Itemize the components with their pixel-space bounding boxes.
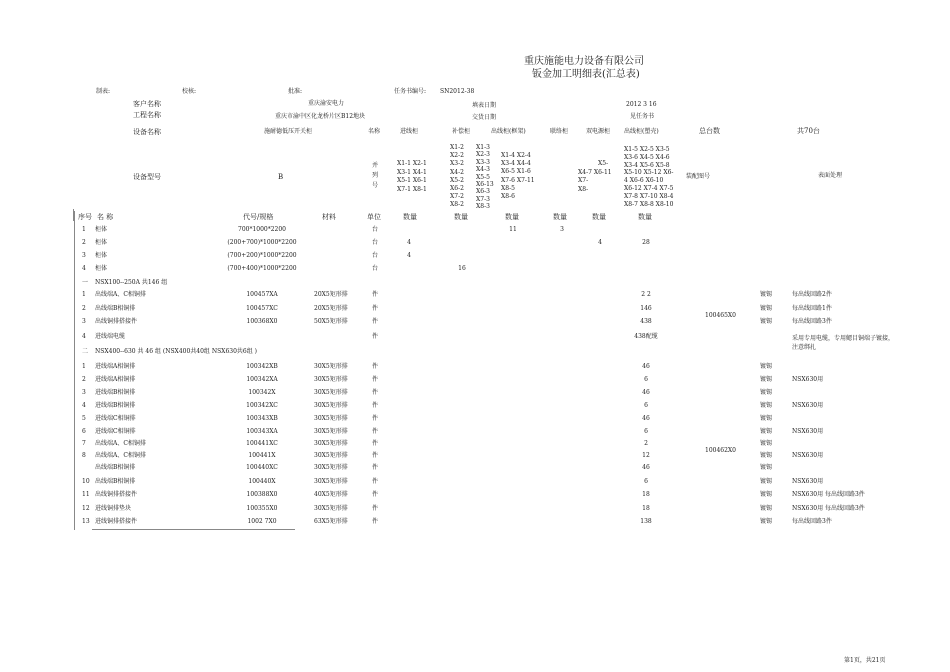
cell-seq: 2 (82, 305, 86, 312)
cell-q6: 46 (642, 415, 650, 422)
total-value: 共70台 (797, 127, 820, 135)
page-number: 第1页，共21页 (844, 657, 886, 664)
cell-surf: 镀锡 (760, 428, 773, 435)
cell-q6: 28 (642, 239, 650, 246)
cell-material: 30X5矩形排 (314, 464, 348, 471)
model-label: 设备型号 (133, 173, 161, 181)
cabinet-code: X1-3 (476, 144, 490, 151)
cell-note: 每出线回路3件 (792, 318, 832, 325)
cabinet-code: X4-2 (450, 168, 464, 176)
cell-name: 出线铜排搭接件 (95, 318, 138, 325)
cell-code: 100440XC (246, 464, 278, 471)
cell-q2: 16 (458, 265, 466, 272)
cell-q6: 2 2 (641, 291, 651, 298)
cell-material: 30X5矩形排 (314, 363, 348, 370)
task-no-label: 任务书编号: (394, 88, 427, 95)
cell-code: 100441X (248, 452, 276, 459)
cell-material: 20X5矩形排 (314, 291, 348, 298)
approved-label: 批准: (288, 88, 303, 95)
cell-name: 进线端B相铜排 (95, 402, 136, 409)
col-material: 材料 (322, 213, 336, 221)
cell-code: 1002 7X0 (247, 518, 277, 525)
cell-name: 出线端A、C相铜排 (95, 291, 146, 298)
cell-surf: 镀锡 (760, 491, 773, 498)
cell-name: 进线铜排搭接件 (95, 518, 138, 525)
col-qty-6: 数量 (638, 213, 652, 221)
delivery-value: 见任务书 (630, 113, 655, 120)
cell-q6: 2 (644, 440, 648, 447)
cell-code: 100342XB (246, 363, 278, 370)
task-no: SN2012-38 (440, 88, 475, 95)
codes-kuangjia-left (476, 144, 494, 211)
cell-code: 100343XB (246, 415, 278, 422)
codes-lianluo (578, 169, 612, 194)
cell-name: 出线铜排搭接件 (95, 491, 138, 498)
col-buchang: 补偿柜 (452, 128, 471, 135)
cell-surf: 镀锡 (760, 440, 773, 447)
cell-q3: 11 (509, 226, 517, 233)
customer-value: 重庆渝安电力 (308, 100, 345, 107)
prepared-label: 制表: (96, 88, 111, 95)
cell-surf: 镀锡 (760, 452, 773, 459)
fill-date-label: 填表日期 (472, 102, 497, 109)
cell-q6: 438 (640, 318, 652, 325)
col-shuangdian: 双电源柜 (586, 128, 611, 135)
cell-name: 柜体 (95, 265, 108, 272)
cell-note: NSX630用 每出线回路3件 (792, 491, 865, 498)
cell-q6: 18 (642, 505, 650, 512)
cabinet-code: X1-5 X2-5 X3-5 (624, 146, 670, 153)
cell-code: 100388X0 (246, 491, 278, 498)
cell-material: 30X5矩形排 (314, 505, 348, 512)
cabinet-code: X7-2 (450, 193, 464, 201)
cell-name: 进线端C相铜排 (95, 415, 136, 422)
cell-surf: 镀锡 (760, 318, 773, 325)
cell-seq: 2 (82, 239, 86, 246)
cell-note: NSX630用 (792, 428, 824, 435)
cell-seq: 4 (82, 333, 86, 340)
cabinet-code: X5- (598, 160, 609, 167)
cell-seq: 3 (82, 318, 86, 325)
col-qty-3: 数量 (505, 213, 519, 221)
cabinet-code: X6-3 (476, 188, 490, 196)
left-border-top (73, 209, 74, 221)
cell-code: 100342X (248, 389, 276, 396)
cell-seq: 2 (82, 376, 86, 383)
bottom-rule (92, 529, 295, 530)
cell-unit: 件 (372, 505, 379, 512)
bing-2: 列 (372, 172, 379, 179)
cell-unit: 件 (372, 333, 379, 340)
model-value: B (278, 173, 284, 181)
cell-material: 30X5矩形排 (314, 440, 348, 447)
cabinet-code: X8-3 (476, 203, 490, 211)
cabinet-code: X3-4 X5-6 X5-8 (624, 161, 670, 169)
cell-seq: 1 (82, 226, 86, 233)
cell-material: 50X5矩形排 (314, 318, 348, 325)
cell-q5: 4 (598, 239, 602, 246)
col-qty-4: 数量 (553, 213, 567, 221)
cell-surf: 镀锡 (760, 389, 773, 396)
cell-surf: 镀锡 (760, 505, 773, 512)
cabinet-code: X3-2 (450, 160, 464, 168)
codes-shuangdian (598, 161, 608, 167)
bing-3: 号 (372, 182, 379, 189)
cell-q6: 46 (642, 389, 650, 396)
cell-name: 进线端C相铜排 (95, 428, 136, 435)
cabinet-code: X4-3 (476, 166, 490, 174)
cabinet-code: X8-5 (501, 184, 515, 192)
col-qty-5: 数量 (592, 213, 606, 221)
cell-q1: 4 (407, 239, 411, 246)
project-value: 重庆市渝中区化龙桥片区B12地块 (275, 113, 366, 120)
cell-surf: 镀锡 (760, 305, 773, 312)
col-qty-1: 数量 (403, 213, 417, 221)
cell-surf: 镀锡 (760, 518, 773, 525)
cell-surf: 镀锡 (760, 402, 773, 409)
cell-note: NSX630用 (792, 478, 824, 485)
cell-seq: 1 (82, 291, 86, 298)
cell-code: 100457XA (246, 291, 278, 298)
cell-name: 进线端A相铜排 (95, 376, 136, 383)
cell-q6: 18 (642, 491, 650, 498)
cell-note: NSX630用 (792, 452, 824, 459)
cell-unit: 件 (372, 389, 379, 396)
cabinet-code: X1-4 X2-4 (501, 152, 531, 159)
cell-code: 100343XA (246, 428, 278, 435)
cell-code: 100368X0 (246, 318, 278, 325)
project-label: 工程名称 (133, 111, 161, 119)
cell-material: 63X5矩形排 (314, 518, 348, 525)
cell-seq: 8 (82, 452, 86, 459)
cell-surf: 镀锡 (760, 376, 773, 383)
cabinet-code: X2-2 (450, 152, 464, 160)
cell-name: 柜体 (95, 226, 108, 233)
cabinet-code: X5-2 (450, 176, 464, 184)
codes-suke (624, 146, 673, 208)
cabinet-code: X1-2 (450, 144, 464, 151)
assembly-label: 装配图号 (686, 173, 711, 180)
cell-seq: 6 (82, 428, 86, 435)
cell-note: 每出线回路1件 (792, 305, 832, 312)
cell-unit: 台 (372, 239, 379, 246)
cabinet-code: X7-1 X8-1 (397, 185, 427, 193)
cell-surf: 镀锡 (760, 363, 773, 370)
col-lianluo: 联络柜 (550, 128, 569, 135)
cell-seq: 5 (82, 415, 86, 422)
cell-unit: 台 (372, 226, 379, 233)
cell-unit: 件 (372, 491, 379, 498)
cabinet-code: X1-1 X2-1 (397, 160, 427, 167)
cell-unit: 件 (372, 464, 379, 471)
cabinet-code: X2-3 (476, 151, 490, 159)
cell-q6: 12 (642, 452, 650, 459)
cell-note: 每出线回路2件 (792, 291, 832, 298)
cabinet-code: X7- (578, 177, 589, 185)
cell-name: NSX100--250A 共146 组 (95, 279, 168, 286)
cell-code: (700+200)*1000*2200 (227, 252, 297, 259)
cabinet-code: X6-2 (450, 185, 464, 193)
cell-name: 进线端B相铜排 (95, 389, 136, 396)
cell-asm: 100462X0 (705, 447, 736, 454)
cell-material: 20X5矩形排 (314, 305, 348, 312)
codes-kuangjia-right (501, 152, 535, 201)
col-code: 代号/规格 (243, 213, 274, 221)
sheet-title: 钣金加工明细表(汇总表) (532, 69, 640, 80)
cabinet-code: X4-7 X6-11 (578, 169, 612, 176)
cabinet-code: X7-8 X7-10 X8-4 (624, 192, 674, 200)
device-value: 施耐德低压开关柜 (264, 128, 313, 135)
cell-code: 100342XC (246, 402, 278, 409)
cell-q4: 3 (560, 226, 564, 233)
cell-unit: 件 (372, 402, 379, 409)
cell-note: NSX630用 (792, 376, 824, 383)
col-qty-2: 数量 (454, 213, 468, 221)
cell-asm: 100465X0 (705, 312, 736, 319)
cell-q6: 146 (640, 305, 652, 312)
cell-name: 出线端B相铜排 (95, 464, 136, 471)
cell-unit: 件 (372, 415, 379, 422)
cell-seq: 13 (82, 518, 90, 525)
cell-seq: 一 (82, 279, 89, 286)
cell-surf: 镀锡 (760, 415, 773, 422)
cell-seq: 4 (82, 402, 86, 409)
company-name: 重庆施能电力设备有限公司 (524, 56, 644, 67)
cell-material: 30X5矩形排 (314, 402, 348, 409)
cabinet-code: X6-5 X1-6 (501, 168, 531, 176)
cell-note: 采用专用电缆，专用鳃目铜端子镀接，注意绑扎 (792, 335, 895, 351)
cell-q6: 6 (644, 428, 648, 435)
cell-seq: 3 (82, 252, 86, 259)
fill-date: 2012 3 16 (626, 101, 657, 108)
codes-jinxian (397, 160, 427, 194)
col-suke: 出线柜(塑壳) (624, 128, 659, 135)
cell-q6: 438配缆 (634, 333, 658, 340)
cell-code: 100342XA (246, 376, 278, 383)
cabinet-code: X3-1 X4-1 (397, 168, 427, 176)
col-name: 名 称 (97, 213, 114, 221)
cell-seq: 4 (82, 265, 86, 272)
cell-q6: 138 (640, 518, 652, 525)
cell-unit: 件 (372, 305, 379, 312)
cell-material: 30X5矩形排 (314, 452, 348, 459)
name-label: 名称 (368, 128, 381, 135)
cabinet-code: X8-7 X8-8 X8-10 (624, 200, 674, 208)
cell-q6: 6 (644, 376, 648, 383)
cell-unit: 件 (372, 478, 379, 485)
total-label: 总台数 (699, 127, 720, 135)
cell-seq: 7 (82, 440, 86, 447)
cell-surf: 镀锡 (760, 464, 773, 471)
cell-material: 30X5矩形排 (314, 428, 348, 435)
cabinet-code: X7-3 (476, 195, 490, 203)
cell-unit: 台 (372, 265, 379, 272)
cell-name: 柜体 (95, 252, 108, 259)
cell-seq: 1 (82, 363, 86, 370)
cabinet-code: X5-1 X6-1 (397, 177, 427, 184)
left-border (74, 211, 75, 530)
cell-name: 出线端B相铜排 (95, 478, 136, 485)
col-kuangjia: 出线柜(框架) (491, 128, 526, 135)
cell-name: 进线端A相铜排 (95, 363, 136, 370)
cabinet-code: 4 X6-6 X6-10 (624, 177, 664, 185)
cell-name: 进线铜排垫块 (95, 505, 132, 512)
cell-material: 30X5矩形排 (314, 376, 348, 383)
codes-buchang (450, 144, 464, 210)
cell-code: (200+700)*1000*2200 (227, 239, 297, 246)
cell-name: 出线端A、C相铜排 (95, 452, 146, 459)
col-unit: 单位 (367, 213, 381, 221)
surface-label: 表面处理 (818, 172, 843, 179)
cell-name: 进线端电缆 (95, 333, 126, 340)
cell-unit: 件 (372, 518, 379, 525)
cell-surf: 镀锡 (760, 291, 773, 298)
cell-material: 30X5矩形排 (314, 389, 348, 396)
col-jinxian: 进线柜 (400, 128, 419, 135)
cell-seq: 12 (82, 505, 90, 512)
device-label: 设备名称 (133, 128, 161, 136)
cell-code: (700+400)*1000*2200 (227, 265, 297, 272)
cabinet-code: X6-13 (476, 181, 494, 189)
cell-q6: 46 (642, 363, 650, 370)
cabinet-code: X8-2 (450, 201, 464, 209)
cell-note: NSX630用 (792, 402, 824, 409)
cell-seq: 3 (82, 389, 86, 396)
customer-label: 客户名称 (133, 100, 161, 108)
bing-1: 并 (372, 162, 379, 169)
cabinet-code: X8-6 (501, 193, 515, 201)
cabinet-code: X5-10 X5-12 X6- (624, 169, 674, 177)
checked-label: 校核: (182, 88, 197, 95)
delivery-label: 交货日期 (472, 114, 497, 121)
cell-unit: 件 (372, 363, 379, 370)
cabinet-code: X7-6 X7-11 (501, 176, 535, 184)
cell-unit: 件 (372, 440, 379, 447)
cell-code: 100355X0 (246, 505, 278, 512)
cell-surf: 镀锡 (760, 478, 773, 485)
cell-name: 出线端A、C相铜排 (95, 440, 146, 447)
col-seq: 序号 (78, 213, 92, 221)
cell-unit: 件 (372, 318, 379, 325)
cabinet-code: X5-5 (476, 173, 490, 181)
cell-material: 40X5矩形排 (314, 491, 348, 498)
cell-material: 30X5矩形排 (314, 415, 348, 422)
cell-code: 700*1000*2200 (238, 226, 286, 233)
cell-name: 柜体 (95, 239, 108, 246)
cabinet-code: X8- (578, 185, 589, 193)
cabinet-code: X3-3 (476, 158, 490, 166)
cell-note: 每出线回路3件 (792, 518, 832, 525)
cell-code: 100441XC (246, 440, 278, 447)
cell-seq: 11 (82, 491, 90, 498)
cabinet-code: X6-12 X7-4 X7-5 (624, 184, 674, 192)
cabinet-code: X3-4 X4-4 (501, 160, 531, 168)
cell-q6: 6 (644, 478, 648, 485)
cabinet-code: X3-6 X4-5 X4-6 (624, 153, 670, 161)
cell-unit: 件 (372, 452, 379, 459)
cell-code: 100440X (248, 478, 276, 485)
cell-name: 出线端B相铜排 (95, 305, 136, 312)
cell-unit: 件 (372, 376, 379, 383)
cell-unit: 台 (372, 252, 379, 259)
cell-seq: 二 (82, 348, 89, 355)
cell-q1: 4 (407, 252, 411, 259)
cell-q6: 6 (644, 402, 648, 409)
cell-material: 30X5矩形排 (314, 478, 348, 485)
cell-note: NSX630用 每出线回路3件 (792, 505, 865, 512)
cell-unit: 件 (372, 428, 379, 435)
cell-q6: 46 (642, 464, 650, 471)
cell-code: 100457XC (246, 305, 278, 312)
cell-unit: 件 (372, 291, 379, 298)
cell-seq: 10 (82, 478, 90, 485)
cell-name: NSX400--630 共 46 组 (NSX400共40组 NSX630共6组 ) (95, 348, 257, 355)
